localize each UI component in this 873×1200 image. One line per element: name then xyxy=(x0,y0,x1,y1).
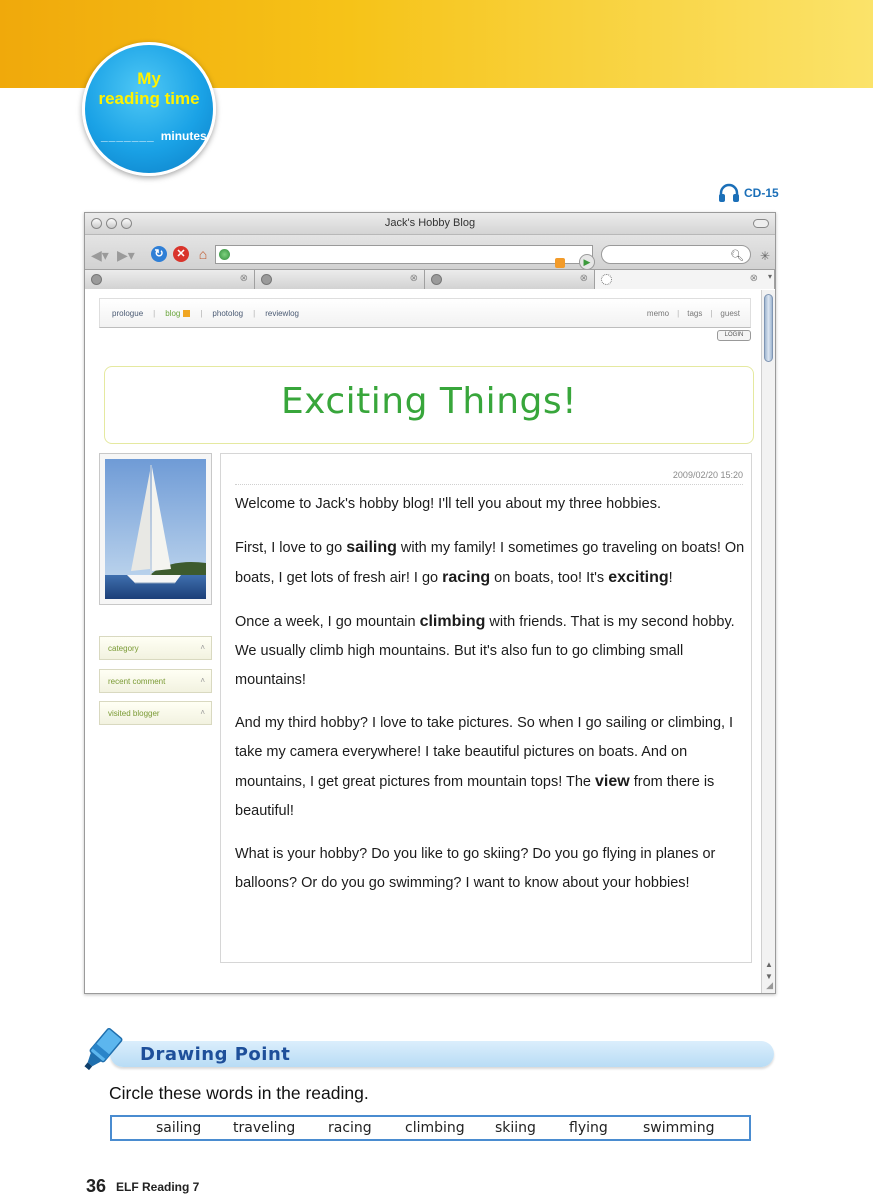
blog-page xyxy=(85,290,761,993)
blog-title: Exciting Things! xyxy=(280,381,578,422)
close-icon[interactable]: ⊗ xyxy=(239,273,248,284)
drawing-point-title: Drawing Point xyxy=(140,1044,291,1065)
sailboat-photo xyxy=(105,459,206,599)
reading-time-badge xyxy=(82,42,216,176)
blog-navigation: prologue | blog | photolog | reviewlog memo | tags | guest xyxy=(99,298,751,328)
globe-icon xyxy=(261,274,272,285)
nav-guest[interactable]: guest xyxy=(720,309,740,318)
globe-icon xyxy=(219,249,230,260)
login-button[interactable]: LOGIN xyxy=(717,330,751,341)
browser-tab[interactable] xyxy=(85,269,255,289)
title-bar xyxy=(85,213,775,235)
word-item: racing xyxy=(328,1120,372,1136)
paragraph-2: First, I love to go sailing with my family! I sometimes go traveling on boats! On boats, I get lots of fresh air! I go racing on boats, too! It's exciting! xyxy=(235,539,745,586)
toolbar-toggle-icon[interactable] xyxy=(753,219,769,228)
nav-blog[interactable]: blog xyxy=(165,309,190,318)
highlighter-marker-icon xyxy=(78,1026,134,1080)
address-bar[interactable] xyxy=(215,245,593,264)
cd-label: CD-15 xyxy=(744,186,779,200)
loading-icon xyxy=(601,274,612,285)
badge-title: My reading time xyxy=(98,69,200,108)
browser-tab-active[interactable] xyxy=(595,269,775,289)
rss-icon[interactable] xyxy=(555,258,565,268)
search-icon[interactable]: 🔍︎ xyxy=(730,250,744,262)
chevron-up-icon[interactable]: ˄ xyxy=(200,643,205,652)
paragraph-4: And my third hobby? I love to take pictures. So when I go sailing or climbing, I take my camera everywhere! I take beautiful pictures on boats. And on mountains, I get great pictures from mountain tops! The view from there is beautiful! xyxy=(235,715,734,819)
scroll-down-icon[interactable]: ▼ xyxy=(765,972,773,981)
word-item: sailing xyxy=(156,1120,202,1136)
chevron-up-icon[interactable]: ˄ xyxy=(200,708,205,717)
vertical-scrollbar[interactable] xyxy=(761,290,775,993)
nav-photolog[interactable]: photolog xyxy=(212,309,244,318)
sidebar-visited-blogger[interactable]: visited blogger ˄ xyxy=(99,701,212,725)
instruction-text: Circle these words in the reading. xyxy=(109,1083,369,1103)
sidebar-recent-comment[interactable]: recent comment ˄ xyxy=(99,669,212,693)
word-item: swimming xyxy=(643,1120,715,1136)
browser-tab[interactable] xyxy=(255,269,425,289)
cd-track xyxy=(718,181,779,205)
badge-minutes: _______ minutes xyxy=(101,129,207,143)
browser-tab[interactable] xyxy=(425,269,595,289)
stop-icon[interactable]: ✕ xyxy=(173,246,189,262)
nav-prologue[interactable]: prologue xyxy=(112,309,144,318)
forward-arrow-icon[interactable]: ▶▾ xyxy=(117,247,135,263)
page-number: 36 xyxy=(86,1176,107,1196)
resize-grip-icon[interactable]: ◢ xyxy=(766,980,773,990)
search-input[interactable] xyxy=(601,245,751,264)
post-date: 2009/02/20 15:20 xyxy=(672,470,743,480)
paragraph-3: Once a week, I go mountain climbing with friends. That is my second hobby. We usually climb high mountains. But it's also fun to go climbing small mountains! xyxy=(235,613,735,688)
word-item: skiing xyxy=(495,1120,536,1136)
nav-reviewlog[interactable]: reviewlog xyxy=(265,309,299,318)
browser-window xyxy=(84,212,776,994)
reload-icon[interactable]: ↻ xyxy=(151,246,167,262)
chevron-down-icon[interactable]: ▾ xyxy=(767,272,772,281)
blog-post xyxy=(220,453,752,963)
close-icon[interactable]: ⊗ xyxy=(749,273,758,284)
rss-icon xyxy=(183,310,190,317)
activity-spinner-icon: ✳ xyxy=(760,249,771,263)
sidebar-category[interactable]: category ˄ xyxy=(99,636,212,660)
word-item: flying xyxy=(569,1120,608,1136)
close-icon[interactable]: ⊗ xyxy=(409,273,418,284)
sailboat-photo-frame xyxy=(99,453,212,605)
post-body xyxy=(235,490,747,912)
word-list-box xyxy=(110,1115,751,1141)
word-item: climbing xyxy=(405,1120,465,1136)
globe-icon xyxy=(91,274,102,285)
tab-strip xyxy=(85,269,775,289)
paragraph-5: What is your hobby? Do you like to go skiing? Do you go flying in planes or balloons? Or do you go swimming? I want to know about your hobbies! xyxy=(235,846,716,891)
home-icon[interactable]: ⌂ xyxy=(198,246,208,262)
window-title: Jack's Hobby Blog xyxy=(384,217,476,229)
back-arrow-icon[interactable]: ◀▾ xyxy=(91,247,109,263)
headphones-icon xyxy=(718,183,740,203)
go-button[interactable]: ▶ xyxy=(579,254,595,270)
scrollbar-thumb[interactable] xyxy=(764,294,773,362)
globe-icon xyxy=(431,274,442,285)
blog-title-box xyxy=(104,366,754,444)
scroll-up-icon[interactable]: ▲ xyxy=(765,960,773,969)
chevron-up-icon[interactable]: ˄ xyxy=(200,676,205,685)
nav-memo[interactable]: memo xyxy=(646,309,670,318)
close-icon[interactable]: ⊗ xyxy=(579,273,588,284)
word-item: traveling xyxy=(233,1120,296,1136)
paragraph-1: Welcome to Jack's hobby blog! I'll tell you about my three hobbies. xyxy=(235,496,661,512)
nav-tags[interactable]: tags xyxy=(687,309,703,318)
book-title: ELF Reading 7 xyxy=(116,1180,200,1194)
